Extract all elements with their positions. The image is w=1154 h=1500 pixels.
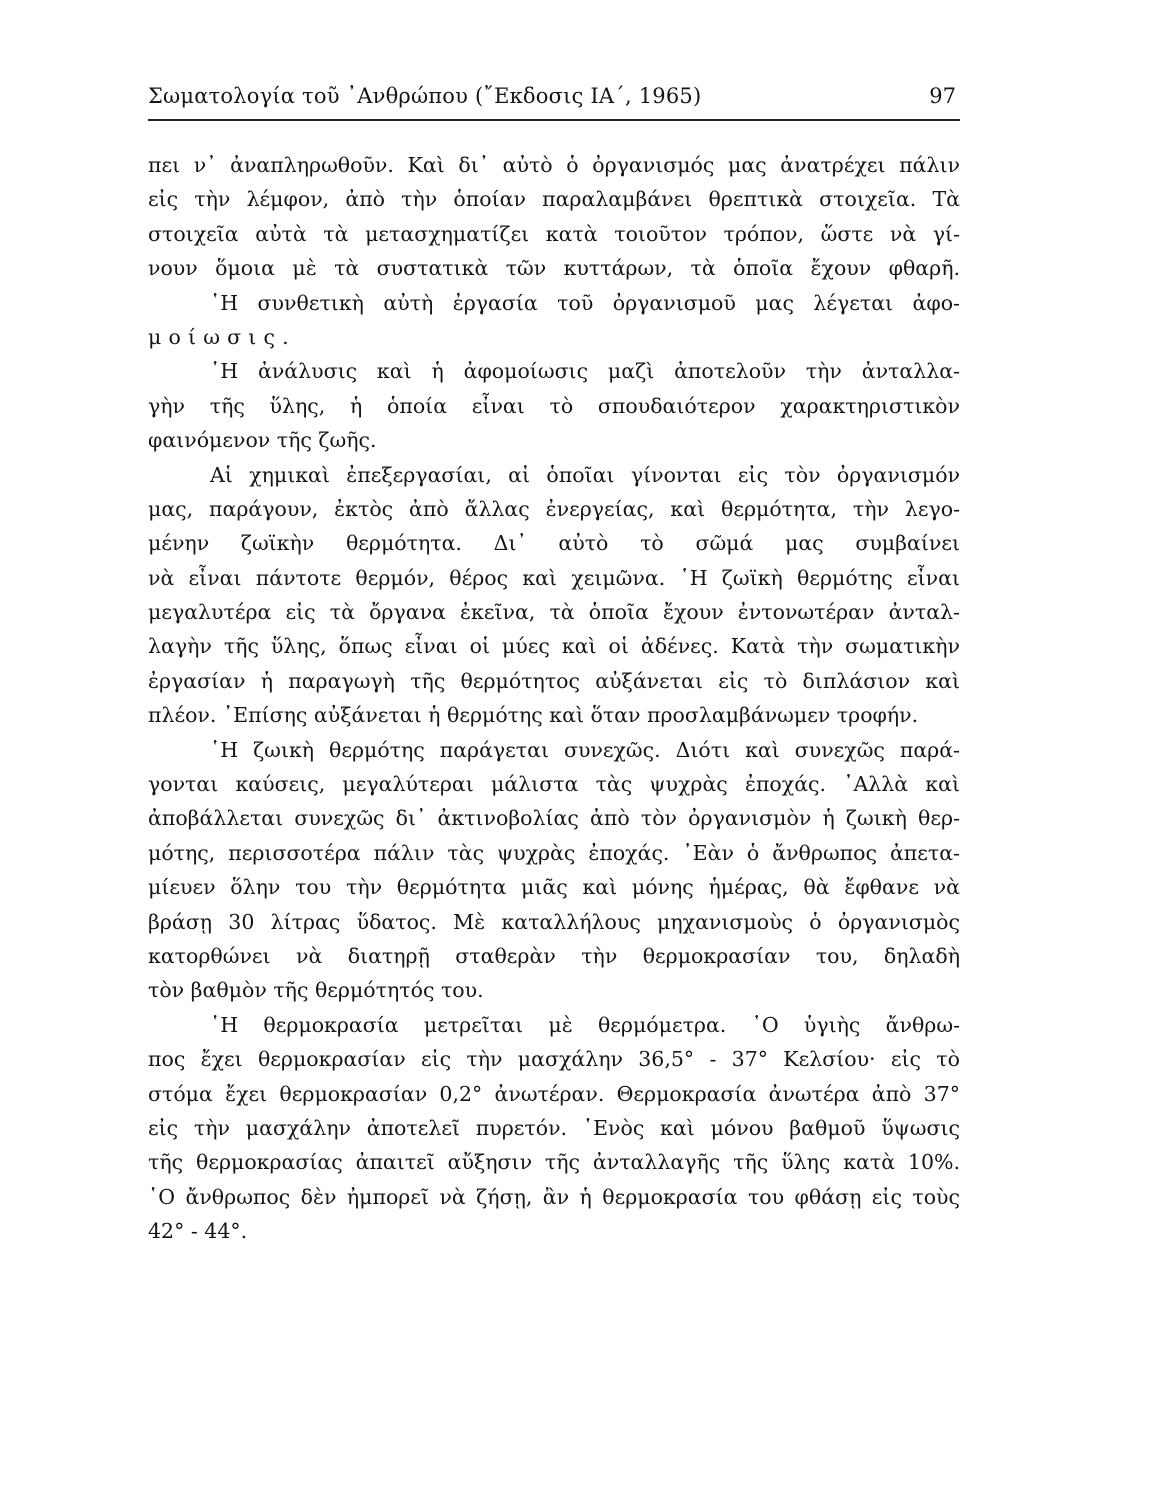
text-line: μένην ζωϊκὴν θερμότητα. Δι᾿ αὐτὸ τὸ σῶμά μας συμβαίνει bbox=[148, 531, 960, 556]
text-line: νουν ὅμοια μὲ τὰ συστατικὰ τῶν κυττάρων, τὰ ὁποῖα ἔχουν φθαρῆ. bbox=[148, 256, 960, 281]
text-line: ἐργασίαν ἡ παραγωγὴ τῆς θερμότητος αὐξάνεται εἰς τὸ διπλάσιον καὶ bbox=[148, 668, 960, 693]
text-line: ἀποβάλλεται συνεχῶς δι᾿ ἀκτινοβολίας ἀπὸ τὸν ὀργανισμὸν ἡ ζωικὴ θερ- bbox=[148, 806, 960, 831]
text-line: μας, παράγουν, ἐκτὸς ἀπὸ ἄλλας ἐνεργείας, καὶ θερμότητα, τὴν λεγο- bbox=[148, 496, 960, 521]
text-line: μίευεν ὅλην του τὴν θερμότητα μιᾶς καὶ μόνης ἡμέρας, θὰ ἔφθανε νὰ bbox=[148, 875, 960, 900]
text-line: λαγὴν τῆς ὕλης, ὅπως εἶναι οἱ μύες καὶ οἱ ἀδένες. Κατὰ τὴν σωματικὴν bbox=[148, 634, 960, 659]
text-line: τῆς θερμοκρασίας ἀπαιτεῖ αὔξησιν τῆς ἀνταλλαγῆς τῆς ὕλης κατὰ 10%. bbox=[148, 1150, 960, 1175]
text-line: 42° - 44°. bbox=[148, 1219, 248, 1244]
paragraph-start-line: ῾Η συνθετικὴ αὐτὴ ἐργασία τοῦ ὀργανισμοῦ μας λέγεται ἀφο- bbox=[210, 290, 960, 315]
text-line: εἰς τὴν μασχάλην ἀποτελεῖ πυρετόν. ῾Ενὸς καὶ μόνου βαθμοῦ ὕψωσις bbox=[148, 1115, 960, 1140]
text-line: μοίωσις. bbox=[148, 324, 296, 349]
text-line: γὴν τῆς ὕλης, ἡ ὁποία εἶναι τὸ σπουδαιότερον χαρακτηριστικὸν bbox=[148, 393, 960, 418]
text-line: μεγαλυτέρα εἰς τὰ ὄργανα ἐκεῖνα, τὰ ὁποῖα ἔχουν ἐντονωτέραν ἀνταλ- bbox=[148, 600, 960, 625]
text-line: στοιχεῖα αὐτὰ τὰ μετασχηματίζει κατὰ τοιοῦτον τρόπον, ὥστε νὰ γί- bbox=[148, 221, 960, 246]
text-line: πλέον. ᾿Επίσης αὐξάνεται ἡ θερμότης καὶ ὅταν προσλαμβάνωμεν τροφήν. bbox=[148, 703, 919, 728]
header-rule bbox=[148, 119, 960, 121]
paragraph-start-line: ῾Η θερμοκρασία μετρεῖται μὲ θερμόμετρα. ῾Ο ὑγιὴς ἄνθρω- bbox=[210, 1012, 960, 1037]
text-line: βράσῃ 30 λίτρας ὕδατος. Μὲ καταλλήλους μηχανισμοὺς ὁ ὀργανισμὸς bbox=[148, 909, 960, 934]
paragraph-start-line: ῾Η ἀνάλυσις καὶ ἡ ἀφομοίωσις μαζὶ ἀποτελοῦν τὴν ἀνταλλα- bbox=[210, 359, 960, 384]
text-line: στόμα ἔχει θερμοκρασίαν 0,2° ἀνωτέραν. Θερμοκρασία ἀνωτέρα ἀπὸ 37° bbox=[148, 1081, 960, 1106]
text-line: τὸν βαθμὸν τῆς θερμότητός του. bbox=[148, 978, 484, 1003]
paragraph-start-line: ῾Η ζωικὴ θερμότης παράγεται συνεχῶς. Διότι καὶ συνεχῶς παρά- bbox=[210, 737, 960, 762]
text-line: νὰ εἶναι πάντοτε θερμόν, θέρος καὶ χειμῶνα. ῾Η ζωϊκὴ θερμότης εἶναι bbox=[148, 565, 960, 590]
text-line: γονται καύσεις, μεγαλύτεραι μάλιστα τὰς ψυχρὰς ἐποχάς. ᾿Αλλὰ καὶ bbox=[148, 772, 960, 797]
text-line: πος ἔχει θερμοκρασίαν εἰς τὴν μασχάλην 36,5° - 37° Κελσίου· εἰς τὸ bbox=[148, 1047, 960, 1072]
running-header-title: Σωματολογία τοῦ ᾿Ανθρώπου (῎Εκδοσις ΙΑ΄, 1965) bbox=[148, 84, 702, 108]
text-line: ῾Ο ἄνθρωπος δὲν ἠμπορεῖ νὰ ζήσῃ, ἂν ἡ θερμοκρασία του φθάσῃ εἰς τοὺς bbox=[148, 1184, 960, 1209]
text-line: μότης, περισσοτέρα πάλιν τὰς ψυχρὰς ἐποχάς. ᾿Εὰν ὁ ἄνθρωπος ἀπετα- bbox=[148, 840, 960, 865]
text-line: φαινόμενον τῆς ζωῆς. bbox=[148, 428, 377, 453]
body-text bbox=[148, 148, 960, 1249]
running-header bbox=[148, 84, 960, 116]
paragraph-start-line: Αἱ χημικαὶ ἐπεξεργασίαι, αἱ ὁποῖαι γίνονται εἰς τὸν ὀργανισμόν bbox=[210, 462, 960, 487]
text-line: εἰς τὴν λέμφον, ἀπὸ τὴν ὁποίαν παραλαμβάνει θρεπτικὰ στοιχεῖα. Τὰ bbox=[148, 187, 960, 212]
page-number: 97 bbox=[929, 84, 956, 108]
text-line: κατορθώνει νὰ διατηρῇ σταθερὰν τὴν θερμοκρασίαν του, δηλαδὴ bbox=[148, 943, 960, 968]
text-line: πει ν᾿ ἀναπληρωθοῦν. Καὶ δι᾿ αὐτὸ ὁ ὀργανισμός μας ἀνατρέχει πάλιν bbox=[148, 153, 960, 177]
